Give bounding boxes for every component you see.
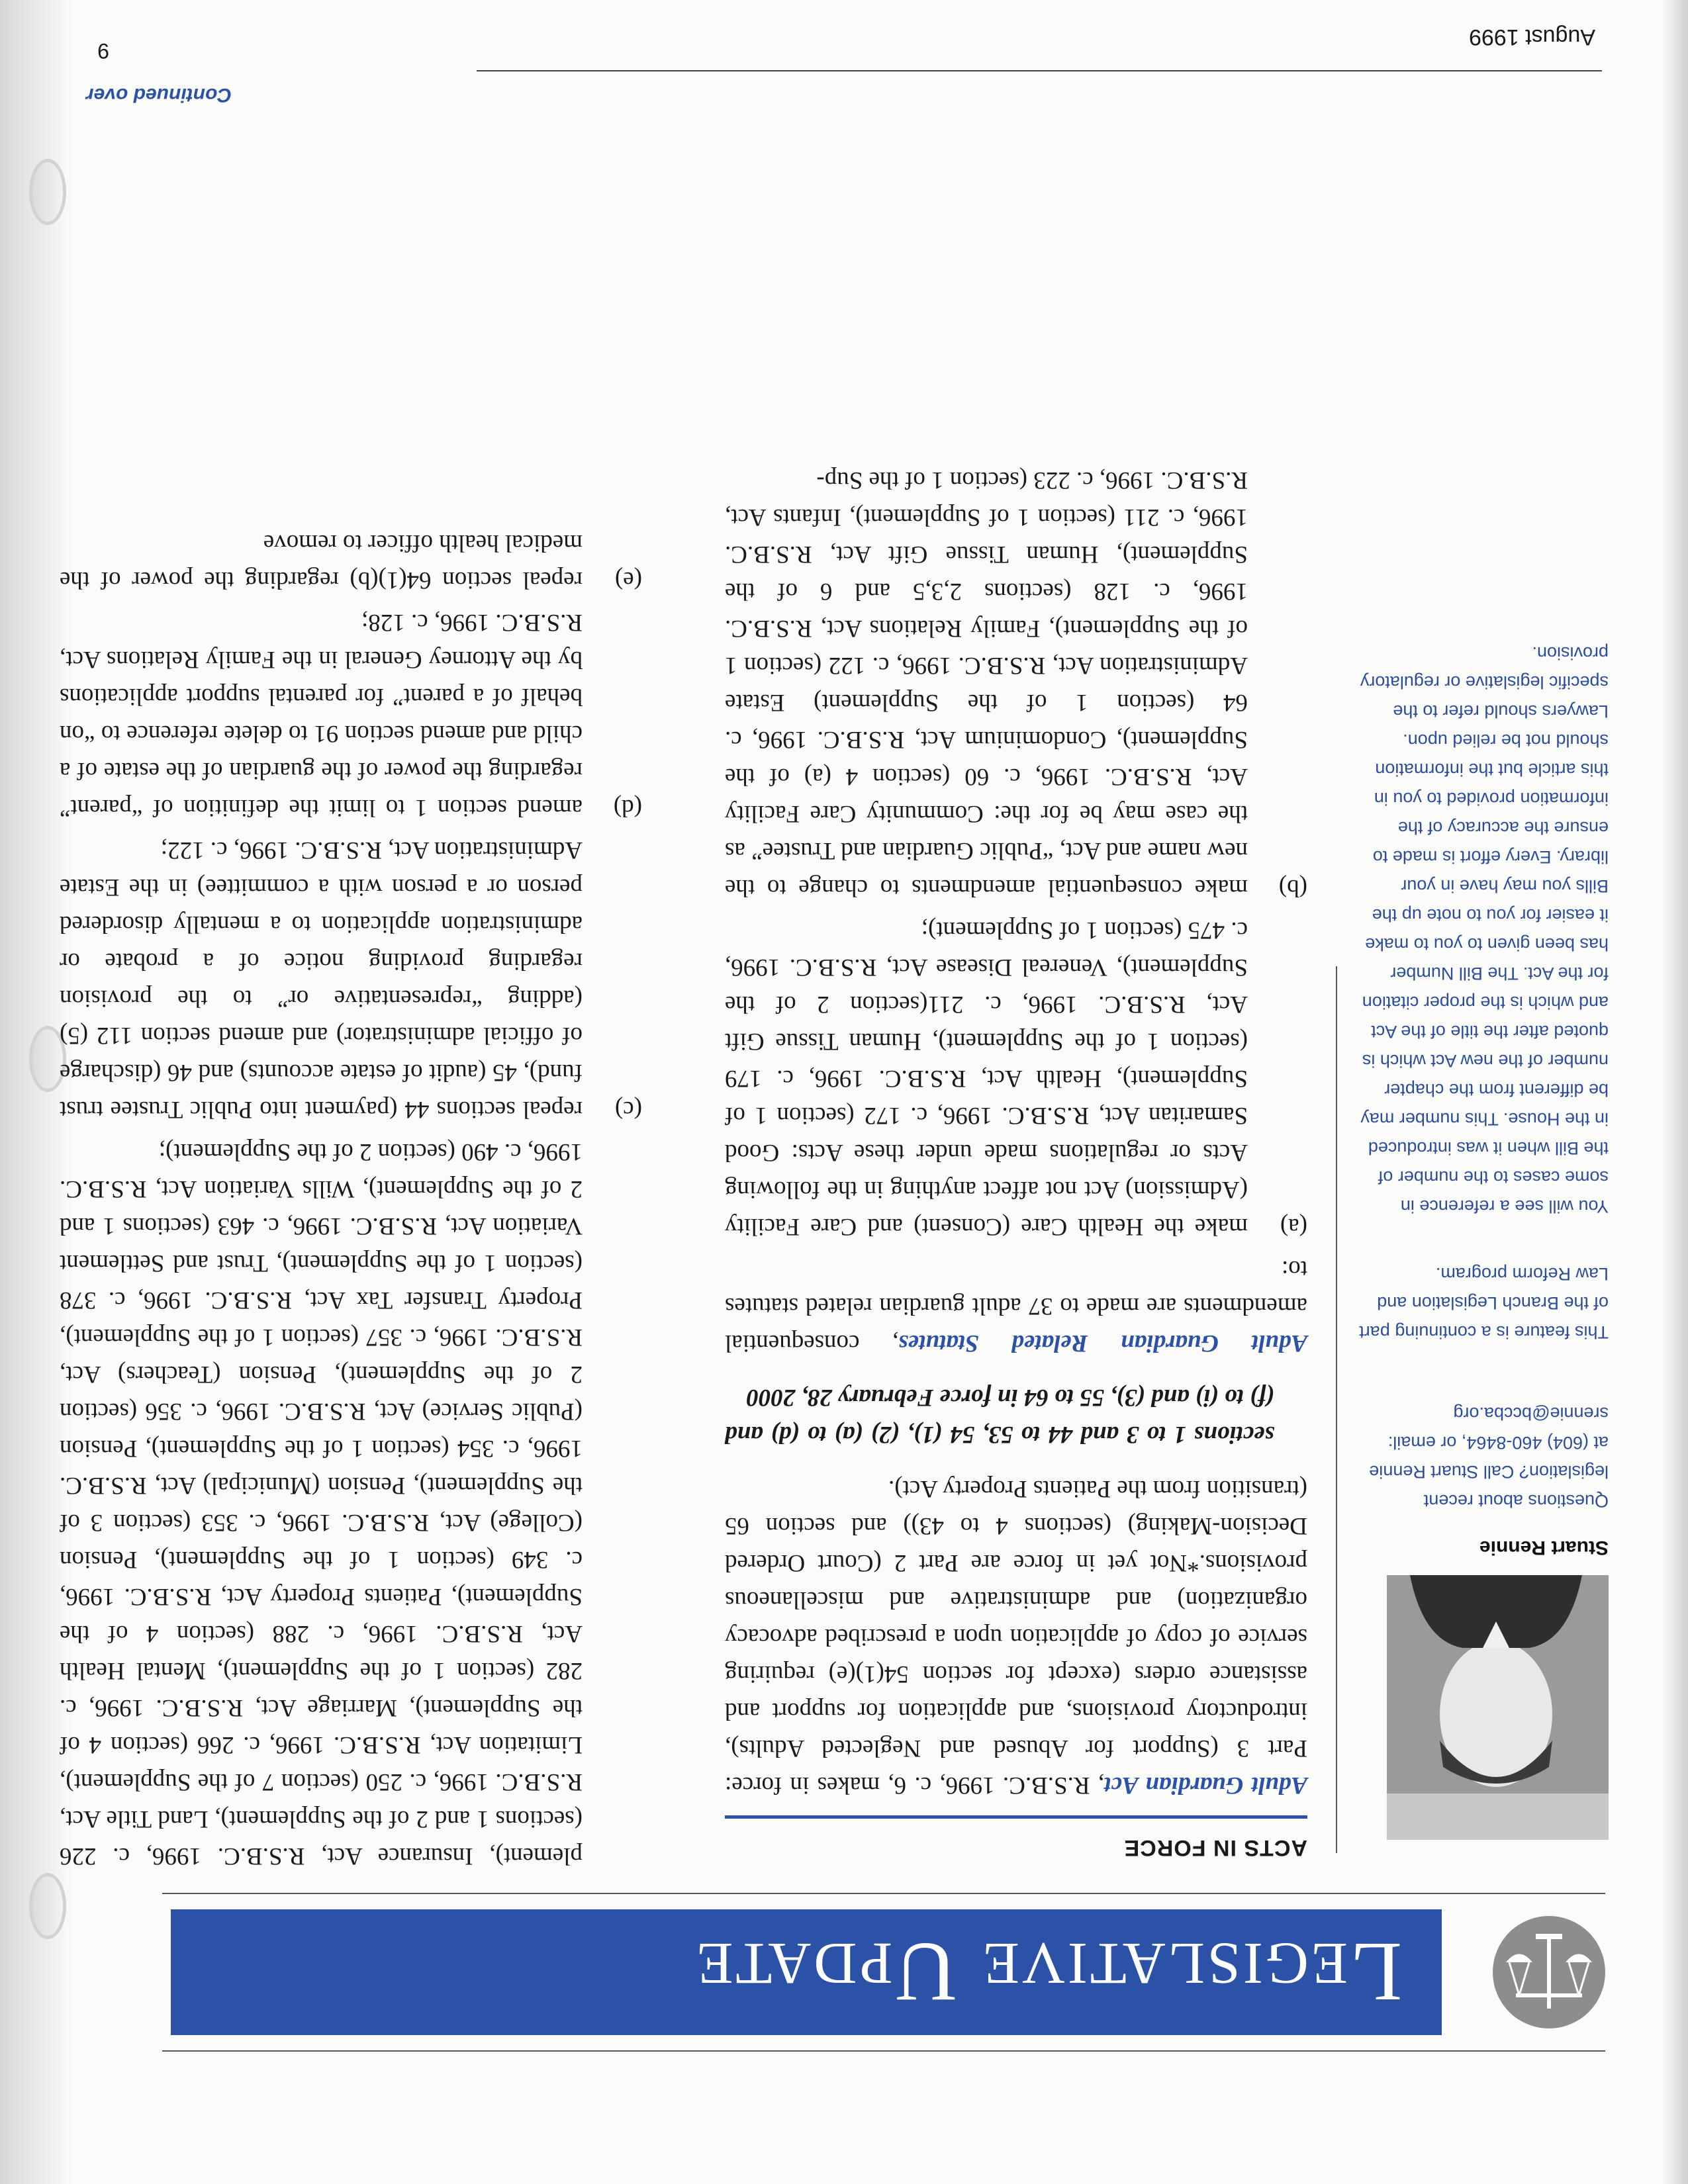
list-item-text: repeal sections 44 (payment into Public Trustee trust fund), 45 (audit of estate accounts) and 46 (discharge of official administrator) and amend section 112 (5) (adding “representative or” to the provision regarding providing notice of a probate or administration application to a mentally disordered person or a person with a committee) in the Estate Administration Act, R.S.B.C. 1996, c. 122;: [60, 837, 583, 1123]
middle-column: [725, 461, 1307, 1866]
top-rule: [162, 2050, 1605, 2052]
section-heading: ACTS IN FORCE: [725, 1815, 1307, 1866]
footer-rule: [477, 70, 1602, 71]
list-item-text: amend section 1 to limit the definition of “parent” regarding the power of the guardian of the estate of a child and amend section 91 to delete reference to “on behalf of a parent” for parental support applications by the Attorney General in the Family Relations Act, R.S.B.C. 1996, c. 128;: [60, 609, 583, 821]
list-item: [725, 911, 1307, 1245]
list-item: [60, 604, 642, 826]
list-item-label: (a): [1280, 1213, 1307, 1240]
list-item: [60, 524, 642, 598]
in-force-sections: sections 1 to 3 and 44 to 53, 54 (1), (2) (a) to (d) and (f) to (i) and (3), 55 to 64 in force February 28, 2000: [725, 1384, 1274, 1448]
list-item-label: (c): [614, 1096, 642, 1123]
binder-ring-icon: [29, 159, 66, 225]
list-item-label: (e): [614, 567, 642, 594]
continued-over-label: Continued over: [85, 84, 232, 106]
scales-of-justice-icon: [1493, 1916, 1605, 2028]
page-number: 9: [97, 39, 109, 63]
sidebar-note-text: You will see a reference in some cases to the number of the Bill when it was introduced in the House. This number may be different from the chapter number of the new Act which is quoted after the title of the Act and which is the proper citation for the Act. The Bill Number has been given to you to make it easier for you to note up the Bills you may have in your library. Every effort is made to ensure the accuracy of the information provided to you in this article but the information should not be relied upon. Lawyers should refer to the specific legislative or regulatory provision.: [1360, 643, 1609, 1216]
act-title: Adult Guardian Act: [1104, 1772, 1307, 1799]
paragraph: [725, 1250, 1307, 1361]
list-item-text: repeal section 64(1)(b) regarding the power of the medical health officer to remove: [60, 529, 583, 594]
paragraph: [725, 1470, 1307, 1803]
column-divider: [1336, 966, 1337, 1853]
paragraph-text: , R.S.B.C. 1996, c. 6, makes in force: Part 3 (Support for Abused and Neglected Adults), introductory provisions, and application for support and assistance orders (except for section 54(1)(e) requiring service of copy of application upon a prescribed advocacy organization) and administrative and miscellaneous provisions.*Not yet in force are Part 2 (Court Ordered Decision-Making) (sections 4 to 43)) and section 65 (transition from the Patients Property Act).: [725, 1475, 1307, 1799]
list-item: [60, 831, 642, 1128]
author-name: Stuart Rennie: [1479, 1537, 1609, 1559]
binder-ring-icon: [29, 1873, 66, 1939]
list-item: [725, 461, 1307, 906]
issue-date: August 1999: [1469, 24, 1595, 50]
sidebar-contact-text: Questions about recent legislation? Call Stuart Rennie at (604) 460-8464, or email: srennie@bccba.org: [1369, 1404, 1609, 1511]
banner-title: Legislative Update: [694, 1925, 1402, 2019]
author-portrait: [1387, 1575, 1609, 1840]
act-title: Adult Guardian Related Statutes: [898, 1330, 1307, 1357]
list-item-label: (b): [1278, 874, 1307, 901]
list-item-text: make consequential amendments to change to the new name and Act, “Public Guardian and Trustee” as the case may be for the: Community Care Facility Act, R.S.B.C. 1996, c. 60 (section 4 (a) of the Supplement), Condominium Act, R.S.B.C. 1996, c. 64 (section 1 of the Supplement) Estate Administration Act, R.S.B.C. 1996, c. 122 (section 1 of the Supplement), Family Relations Act, R.S.B.C. 1996, c. 128 (sections 2,3,5 and 6 of the Supplement), Human Tissue Gift Act, R.S.B.C. 1996, c. 211 (section 1 of Supplement), Infants Act, R.S.B.C. 1996, c. 223 (section 1 of the Sup-: [725, 467, 1248, 901]
scan-edge-shadow: [1662, 0, 1688, 2184]
sidebar-feature-text: This feature is a continuing part of the Branch Legislation and Law Reform program.: [1359, 1264, 1609, 1342]
continued-text: plement), Insurance Act, R.S.B.C. 1996, c. 226 (sections 1 and 2 of the Supplement), Land Title Act, R.S.B.C. 1996, c. 250 (section 7 of the Supplement), Limitation Act, R.S.B.C. 1996, c. 266 (section 4 of the Supplement), Marriage Act, R.S.B.C. 1996, c. 282 (section 1 of the Supplement), Mental Health Act, R.S.B.C. 1996, c. 288 (section 4 of the Supplement), Patients Property Act, R.S.B.C. 1996, c. 349 (section 1 of the Supplement), Pension (College) Act, R.S.B.C. 1996, c. 353 (section 3 of the Supplement), Pension (Municipal) Act, R.S.B.C. 1996, c. 354 (section 1 of the Supplement), Pension (Public Service) Act, R.S.B.C. 1996, c. 356 (section 2 of the Supplement), Pension (Teachers) Act, R.S.B.C. 1996, c. 357 (section 1 of the Supplement), Property Transfer Tax Act, R.S.B.C. 1996, c. 378 (section 1 of the Supplement), Trust and Settlement Variation Act, R.S.B.C. 1996, c. 463 (sections 1 and 2 of the Supplement), Wills Variation Act, R.S.B.C. 1996, c. 490 (section 2 of the Supplement);: [60, 1138, 583, 1870]
top-rule: [162, 1893, 1605, 1894]
title-banner: [171, 1909, 1442, 2035]
paragraph-text: , consequential amendments are made to 37 adult guardian related statutes to:: [725, 1255, 1307, 1357]
right-column: [60, 524, 642, 1874]
list-item-label: (d): [613, 794, 642, 821]
list-item-text: make the Health Care (Consent) and Care Facility (Admission) Act not affect anything in the following Acts or regulations made under these Acts: Good Samaritan Act, R.S.B.C. 1996, c. 172 (section 1 of Supplement), Health Act, R.S.B.C. 1996, c. 179 (section 1 of the Supplement), Human Tissue Gift Act, R.S.B.C. 1996, c. 211(section 2 of the Supplement), Venereal Disease Act, R.S.B.C. 1996, c. 475 (section 1 of Supplement);: [725, 917, 1248, 1240]
